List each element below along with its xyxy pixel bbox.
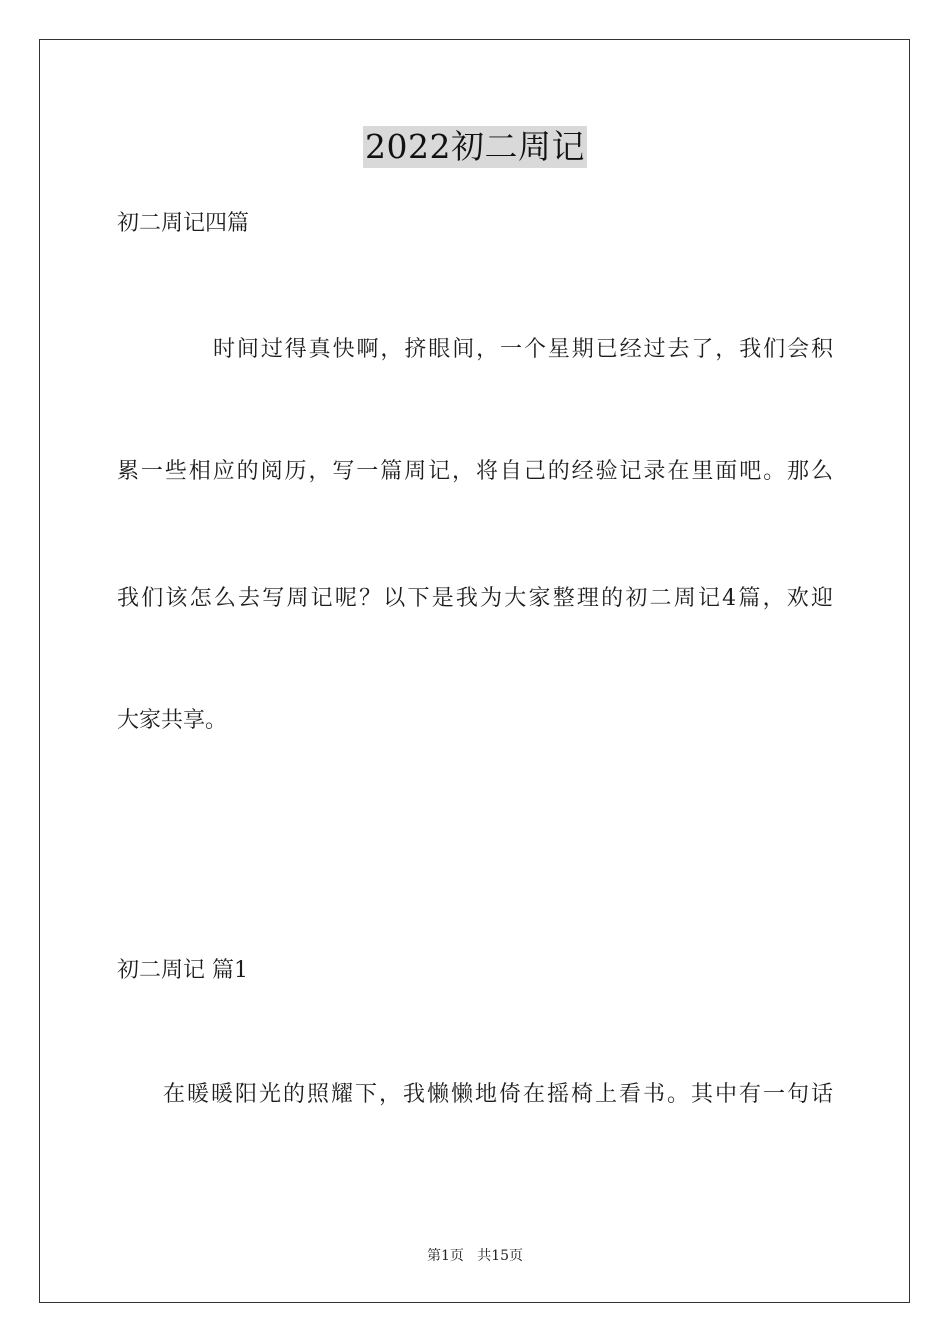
intro-line-2: 累一些相应的阅历，写一篇周记，将自己的经验记录在里面吧。那么 [117, 459, 833, 484]
document-subtitle: 初二周记四篇 [117, 211, 250, 236]
page-number-footer: 第1页 共15页 [426, 1248, 524, 1264]
intro-line-3: 我们该怎么去写周记呢？以下是我为大家整理的初二周记4篇，欢迎 [117, 586, 833, 611]
intro-line-4: 大家共享。 [117, 708, 228, 733]
section-heading: 初二周记 篇1 [117, 958, 248, 983]
section-paragraph-line-1: 在暖暖阳光的照耀下，我懒懒地倚在摇椅上看书。其中有一句话 [163, 1082, 833, 1107]
intro-line-1: 时间过得真快啊，挤眼间，一个星期已经过去了，我们会积 [213, 337, 833, 362]
title-container [0, 126, 950, 168]
document-title: 2022初二周记 [365, 127, 585, 166]
